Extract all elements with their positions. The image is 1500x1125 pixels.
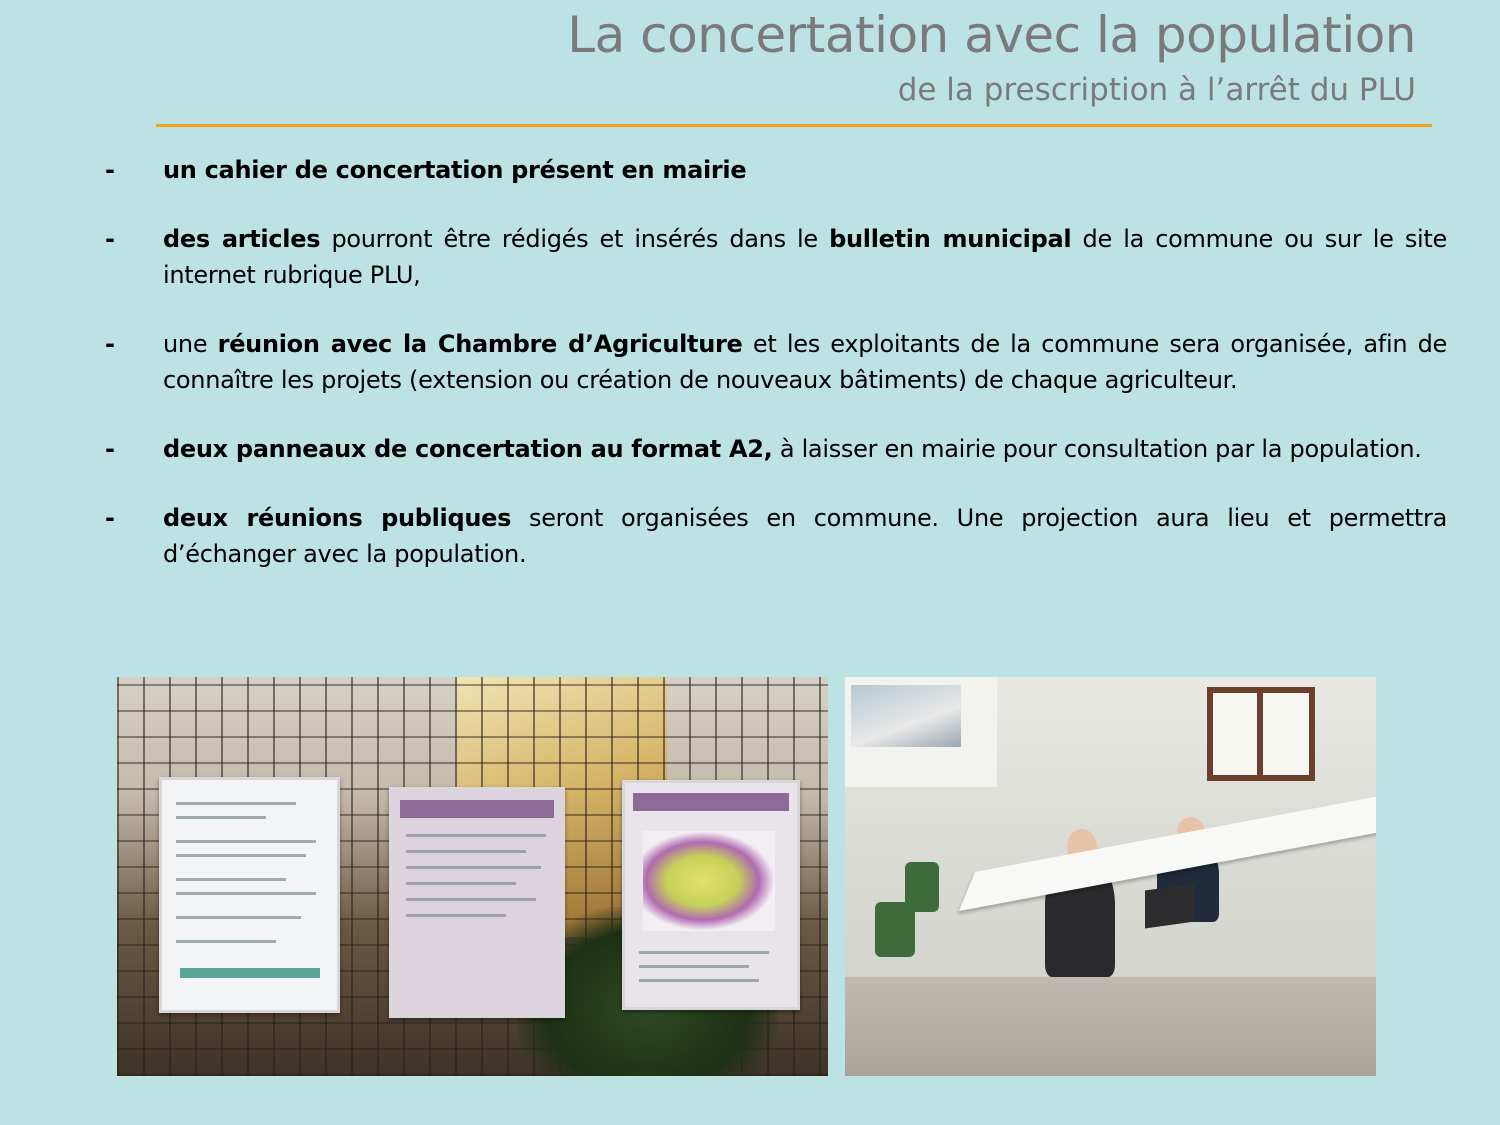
floor [845,977,1376,1076]
bullet-text: seront organisées en commune. Une projection aura lieu et permettra d’échanger avec la population. [163,504,1447,568]
photo-exhibition-panels [117,677,828,1076]
panel-header [633,793,789,811]
projection-screen [845,677,997,787]
slide-title: La concertation avec la population [567,6,1416,64]
panel-text-line [176,816,266,819]
bullet-text-bold: un cahier de concertation présent en mairie [163,156,747,184]
window-frame [1257,693,1263,775]
bullet-text: une [163,330,218,358]
panel-text-line [639,951,769,954]
panel-text-line [176,840,316,843]
bullet-dash: - [105,504,115,532]
bullet-text-bold: bulletin municipal [829,225,1072,253]
bullet-text: à laisser en mairie pour consultation par la population. [772,435,1422,463]
panel-text-line [406,882,516,885]
projected-image [851,685,961,747]
chair [875,902,915,957]
photo-public-meeting [845,677,1376,1076]
panel-text-line [406,834,546,837]
panel-text-line [406,914,506,917]
panel-plu-info [159,777,340,1013]
panel-text-line [176,854,306,857]
slide-subtitle: de la prescription à l’arrêt du PLU [897,72,1416,108]
bullet-text: de la commune ou sur le site internet rubrique PLU, [163,225,1447,289]
bullet-dash: - [105,435,115,463]
panel-text-line [406,898,536,901]
panel-text-line [176,878,286,881]
bullet-text: et les exploitants de la commune sera organisée, afin de connaître les projets (extension ou création de nouveaux bâtiments) de chaque agriculteur. [163,330,1448,394]
panel-text-line [639,965,749,968]
panel-header [400,800,554,818]
title-divider [156,124,1432,127]
bullet-item [105,152,1447,188]
bullet-item [105,221,1447,293]
bullet-text-bold: des articles [163,225,321,253]
bullet-item [105,326,1447,398]
panel-text-line [406,866,541,869]
room-window [1207,687,1315,781]
timeline-arrow [180,968,320,978]
bullet-text-bold: réunion avec la Chambre d’Agriculture [217,330,743,358]
panel-text-line [176,940,276,943]
bullet-dash: - [105,225,115,253]
bullet-text-bold: deux réunions publiques [163,504,512,532]
bullet-dash: - [105,330,115,358]
bullet-dash: - [105,156,115,184]
panel-text-line [639,979,759,982]
bullet-item [105,500,1447,572]
panel-text-line [176,802,296,805]
bullet-text-bold: deux panneaux de concertation au format A2, [163,435,773,463]
panel-zoning-map [622,780,800,1010]
panel-text-line [176,892,316,895]
bullet-text: pourront être rédigés et insérés dans le [320,225,830,253]
bullet-list [105,152,1447,605]
panel-text-line [406,850,526,853]
laptop [1145,883,1195,928]
bullet-item [105,431,1447,467]
panel-plan-local [389,787,565,1018]
panel-text-line [176,916,301,919]
zoning-map [643,831,775,931]
